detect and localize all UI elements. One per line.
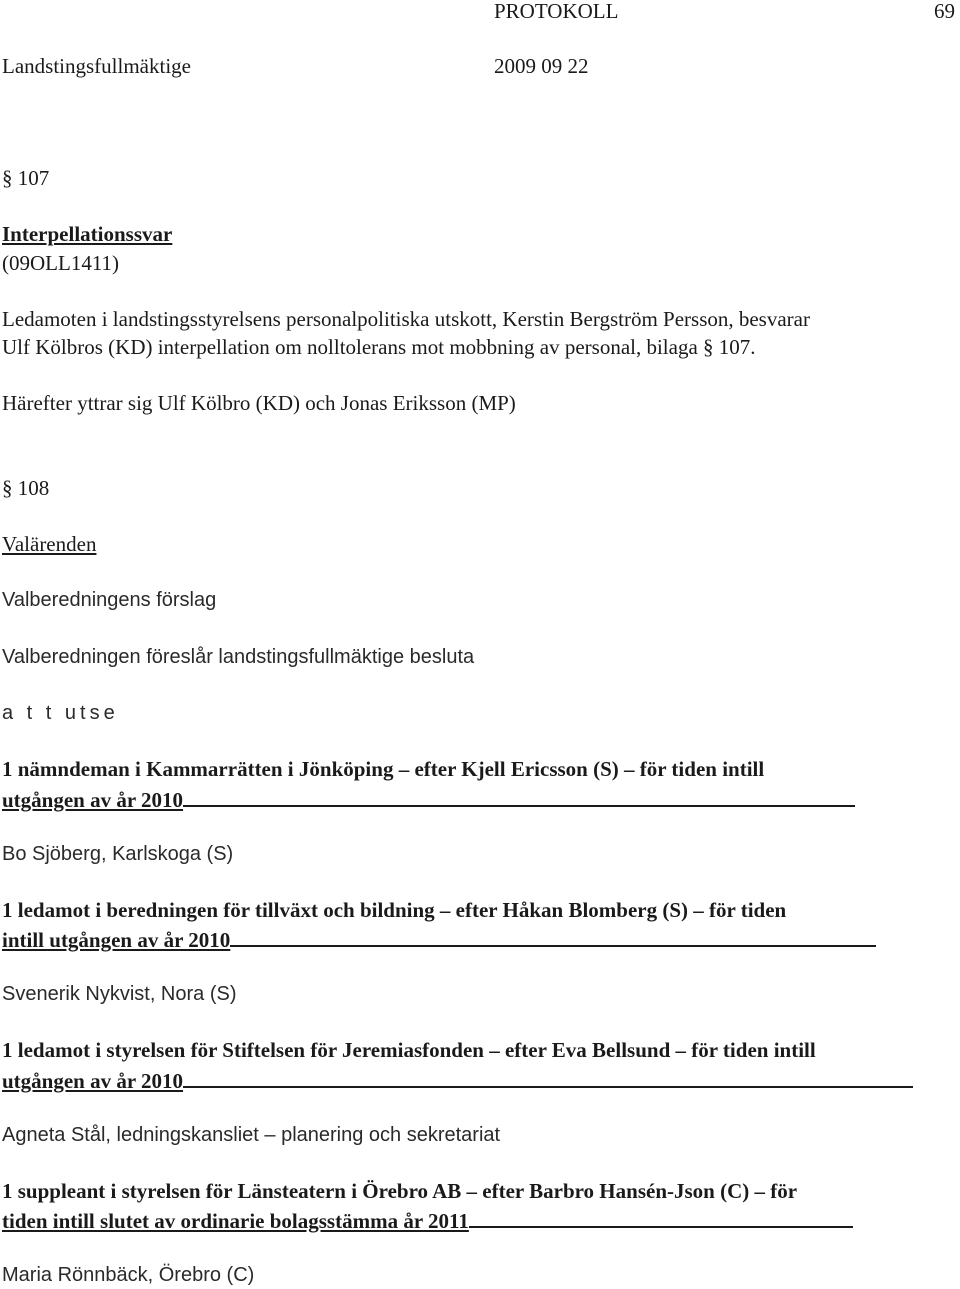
election-item-title: 1 nämndeman i Kammarrätten i Jönköping – efter Kjell Ericsson (S) – för tiden intill: [2, 757, 765, 781]
document-type: PROTOKOLL: [494, 0, 619, 23]
paragraph-107: § 107: [2, 166, 50, 190]
elected-person: Bo Sjöberg, Karlskoga (S): [2, 843, 234, 865]
election-item-title: 1 ledamot i beredningen för tillväxt och bildning – efter Håkan Blomberg (S) – för tiden: [2, 898, 787, 922]
paragraph-108: § 108: [2, 476, 50, 500]
att-utse: a t t utse: [2, 702, 119, 724]
proposal-intro: Valberedningen föreslår landstingsfullmäktige besluta: [2, 646, 475, 668]
subsection-title: Valberedningens förslag: [2, 589, 217, 611]
section-title-interpellationssvar: Interpellationssvar: [2, 222, 173, 246]
body-name: Landstingsfullmäktige: [2, 54, 191, 78]
case-reference: (09OLL1411): [2, 251, 120, 275]
election-item-term: intill utgången av år 2010: [2, 924, 876, 954]
section107-text-line3: Härefter yttrar sig Ulf Kölbro (KD) och Jonas Eriksson (MP): [2, 391, 516, 415]
elected-person: Maria Rönnbäck, Örebro (C): [2, 1264, 255, 1286]
election-item-term: utgången av år 2010: [2, 1065, 913, 1095]
election-item-term: utgången av år 2010: [2, 784, 855, 814]
election-item-title: 1 ledamot i styrelsen för Stiftelsen för Jeremiasfonden – efter Eva Bellsund – för tiden intill: [2, 1038, 816, 1062]
elected-person: Svenerik Nykvist, Nora (S): [2, 983, 237, 1005]
section-title-valarenden: Valärenden: [2, 532, 97, 556]
election-item-term: tiden intill slutet av ordinarie bolagsstämma år 2011: [2, 1205, 853, 1235]
section107-text-line1: Ledamoten i landstingsstyrelsens personalpolitiska utskott, Kerstin Bergström Persson, besvarar: [2, 307, 810, 331]
election-item-title: 1 suppleant i styrelsen för Länsteatern i Örebro AB – efter Barbro Hansén-Json (C) – för: [2, 1179, 798, 1203]
page-number: 69: [934, 0, 955, 23]
elected-person: Agneta Stål, ledningskansliet – planering och sekretariat: [2, 1124, 501, 1146]
section107-text-line2: Ulf Kölbros (KD) interpellation om nolltolerans mot mobbning av personal, bilaga § 107.: [2, 335, 756, 359]
meeting-date: 2009 09 22: [494, 54, 589, 78]
